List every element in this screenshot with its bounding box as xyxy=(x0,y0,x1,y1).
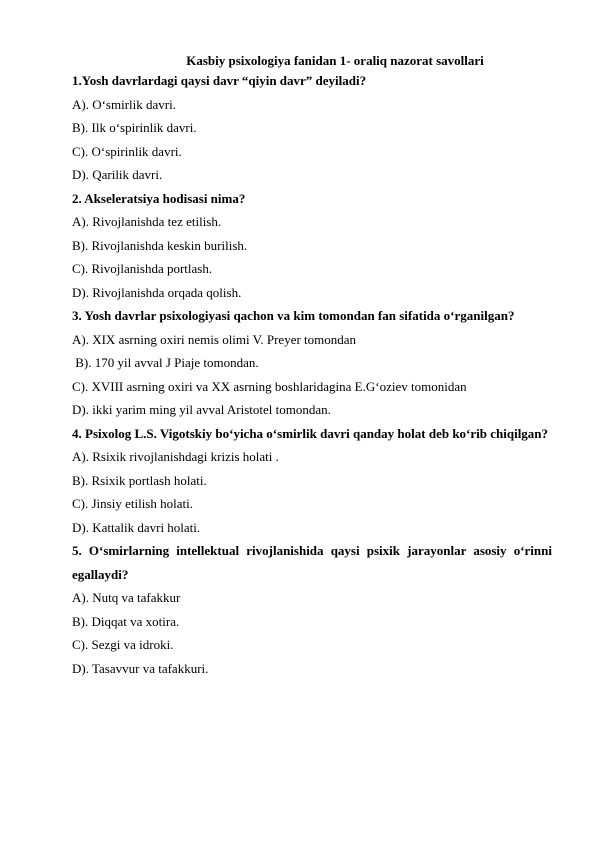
question-text: 1.Yosh davrlardagi qaysi davr “qiyin davr” deyiladi? xyxy=(72,73,367,88)
answer-option: A). Rsixik rivojlanishdagi krizis holati . xyxy=(72,449,279,464)
document-page xyxy=(72,53,552,680)
question-text: 3. Yosh davrlar psixologiyasi qachon va kim tomondan fan sifatida o‘rganilgan? xyxy=(72,308,515,323)
answer-option: B). 170 yil avval J Piaje tomondan. xyxy=(72,355,259,370)
question-text: 2. Akseleratsiya hodisasi nima? xyxy=(72,190,246,206)
question-1 xyxy=(72,69,552,187)
answer-option: B). Diqqat va xotira. xyxy=(72,613,180,629)
question-text: 4. Psixolog L.S. Vigotskiy bo‘yicha o‘smirlik davri qanday holat deb ko‘rib chiqilgan? xyxy=(72,425,549,441)
answer-option: A). O‘smirlik davri. xyxy=(72,96,176,112)
question-text: 5. O‘smirlarning intellektual rivojlanishida qaysi psixik jarayonlar asosiy o‘rinni egallaydi? xyxy=(72,543,552,582)
answer-option: D). Kattalik davri holati. xyxy=(72,519,201,535)
answer-option: D). Qarilik davri. xyxy=(72,167,163,182)
question-2 xyxy=(72,187,552,305)
answer-option: A). Nutq va tafakkur xyxy=(72,590,181,605)
answer-option: C). Sezgi va idroki. xyxy=(72,637,174,652)
answer-option: A). Rivojlanishda tez etilish. xyxy=(72,214,222,229)
answer-option: D). Rivojlanishda orqada qolish. xyxy=(72,284,242,300)
answer-option: C). O‘spirinlik davri. xyxy=(72,143,182,159)
answer-option: B). Rsixik portlash holati. xyxy=(72,472,207,488)
answer-option: B). Rivojlanishda keskin burilish. xyxy=(72,237,248,253)
answer-option: A). XIX asrning oxiri nemis olimi V. Preyer tomondan xyxy=(72,331,357,347)
answer-option: D). ikki yarim ming yil avval Aristotel tomondan. xyxy=(72,402,331,417)
question-5 xyxy=(72,539,552,680)
answer-option: B). Ilk o‘spirinlik davri. xyxy=(72,120,197,135)
answer-option: C). Rivojlanishda portlash. xyxy=(72,261,213,276)
question-4 xyxy=(72,422,552,540)
answer-option: C). XVIII asrning oxiri va XX asrning boshlaridagina E.G‘oziev tomonidan xyxy=(72,378,467,394)
answer-option: C). Jinsiy etilish holati. xyxy=(72,496,193,511)
document-title: Kasbiy psixologiya fanidan 1- oraliq nazorat savollari xyxy=(186,53,484,68)
question-3 xyxy=(72,304,552,422)
answer-option: D). Tasavvur va tafakkuri. xyxy=(72,660,209,676)
